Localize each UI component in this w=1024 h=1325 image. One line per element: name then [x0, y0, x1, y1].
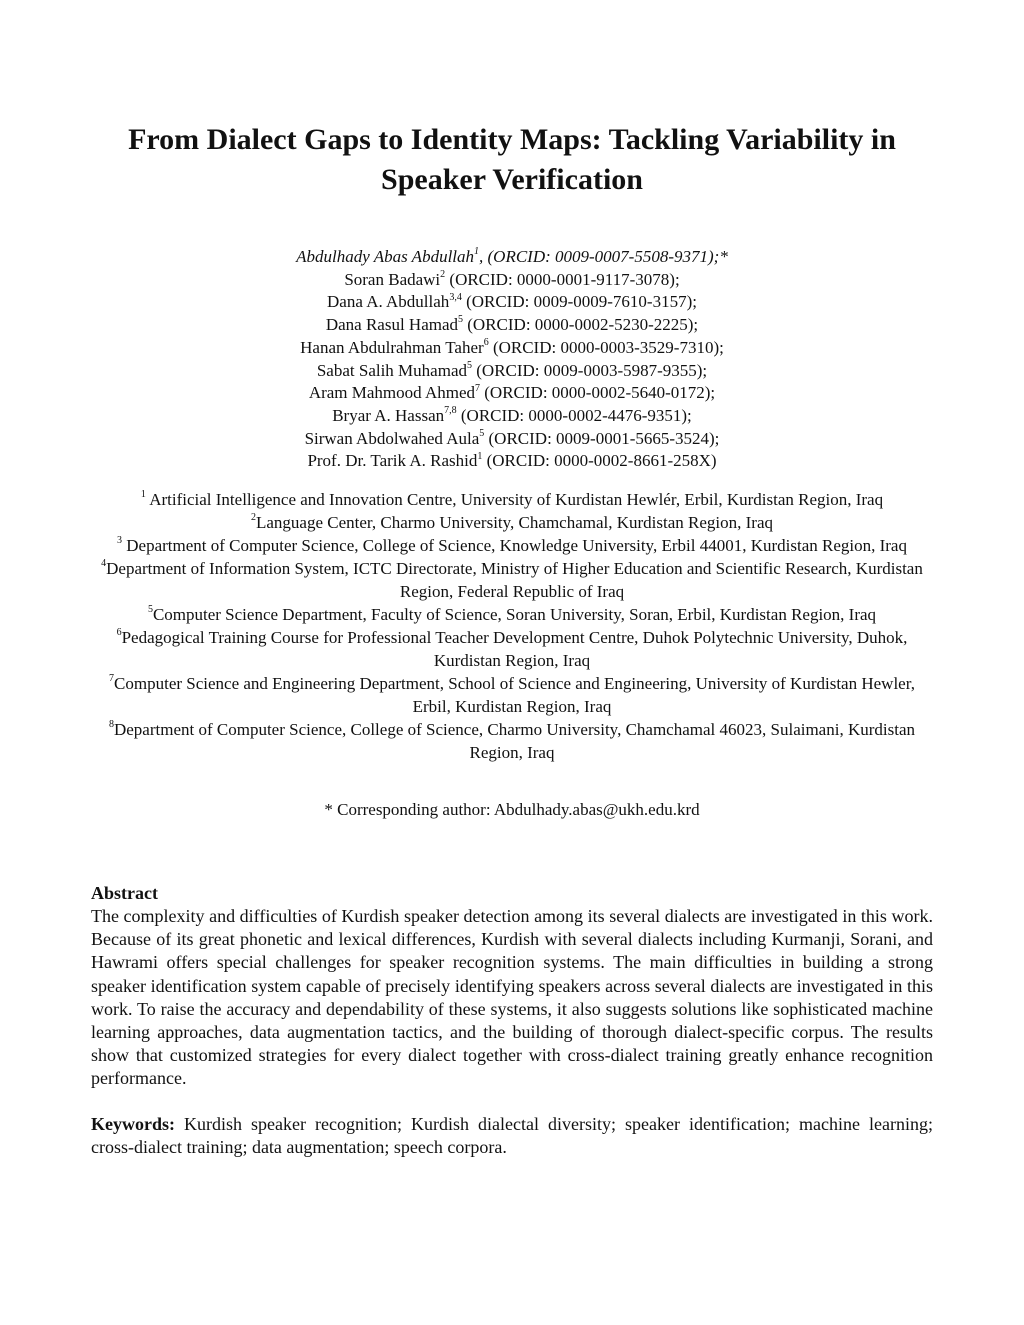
- author-affiliation-mark: 7,8: [444, 405, 457, 417]
- affiliation-number: 4: [101, 558, 107, 570]
- affiliation-text: Artificial Intelligence and Innovation Centre, University of Kurdistan Hewlér, Erbil, Kurdistan Region, Iraq: [145, 490, 884, 509]
- author-name: Soran Badawi: [344, 269, 441, 289]
- affiliation: [88, 511, 936, 534]
- author-orcid: (ORCID: 0000-0002-8661-258X): [482, 451, 717, 471]
- affiliation: [88, 488, 936, 511]
- affiliation-number: 1: [140, 489, 146, 501]
- affiliation: [88, 626, 936, 672]
- author-name: Dana Rasul Hamad: [325, 315, 459, 335]
- author-line: [100, 246, 924, 269]
- author-name: Sirwan Abdolwahed Aula: [304, 428, 480, 448]
- author-affiliation-mark: 5: [467, 359, 472, 371]
- affiliation: [88, 672, 936, 718]
- author-affiliation-mark: 6: [483, 337, 489, 349]
- author-name: Bryar A. Hassan: [332, 405, 445, 425]
- author-line: [100, 337, 924, 360]
- author-affiliation-mark: 1: [477, 450, 483, 462]
- paper-title: From Dialect Gaps to Identity Maps: Tackling Variability in Speaker Verification: [128, 123, 896, 196]
- author-line: [100, 360, 924, 383]
- author-affiliation-mark: 7: [475, 382, 481, 394]
- author-orcid: (ORCID: 0009-0009-7610-3157);: [461, 292, 697, 312]
- author-line: [100, 450, 924, 473]
- affiliation-number: 3: [117, 535, 123, 547]
- affiliation-text: Pedagogical Training Course for Professional Teacher Development Centre, Duhok Polytechnic University, Duhok, Kurdistan Region, Iraq: [121, 628, 908, 670]
- author-affiliation-mark: 5: [479, 427, 485, 439]
- affiliation: [88, 534, 936, 557]
- abstract-heading: Abstract: [91, 883, 158, 903]
- affiliation-number: 6: [116, 627, 122, 639]
- author-affiliation-mark: 2: [440, 269, 446, 281]
- author-orcid: (ORCID: 0000-0002-5640-0172);: [480, 383, 716, 403]
- affiliation-number: 8: [108, 719, 114, 731]
- keywords-label: Keywords:: [91, 1114, 175, 1134]
- author-line: [100, 428, 924, 451]
- author-affiliation-mark: 1: [474, 246, 480, 258]
- affiliation-number: 7: [109, 673, 115, 685]
- author-line: [100, 269, 924, 292]
- author-orcid: (ORCID: 0000-0002-5230-2225);: [463, 315, 699, 335]
- affiliation: [88, 557, 936, 603]
- author-orcid: (ORCID: 0009-0001-5665-3524);: [484, 428, 720, 448]
- author-line: [100, 405, 924, 428]
- author-name: Aram Mahmood Ahmed: [308, 383, 476, 403]
- affiliation-text: Department of Computer Science, College of Science, Knowledge University, Erbil 44001, Kurdistan Region, Iraq: [122, 536, 907, 555]
- author-orcid: (ORCID: 0009-0003-5987-9355);: [472, 360, 708, 380]
- author-name: Prof. Dr. Tarik A. Rashid: [307, 451, 478, 471]
- affiliation-text: Computer Science and Engineering Department, School of Science and Engineering, University of Kurdistan Hewler, Erbil, Kurdistan Region, Iraq: [114, 674, 915, 716]
- author-name: Dana A. Abdullah: [327, 292, 450, 312]
- affiliation-text: Department of Computer Science, College of Science, Charmo University, Chamchamal 46023, Sulaimani, Kurdistan Region, Iraq: [113, 720, 915, 762]
- author-line: [100, 382, 924, 405]
- author-orcid: (ORCID: 0000-0001-9117-3078);: [445, 269, 680, 289]
- author-name: Hanan Abdulrahman Taher: [300, 337, 484, 357]
- author-affiliation-mark: 5: [458, 314, 464, 326]
- author-line: [100, 314, 924, 337]
- author-orcid: , (ORCID: 0009-0007-5508-9371);*: [479, 247, 728, 266]
- author-name: Sabat Salih Muhamad: [316, 360, 467, 380]
- affiliation-text: Computer Science Department, Faculty of Science, Soran University, Soran, Erbil, Kurdistan Region, Iraq: [152, 605, 877, 624]
- affiliation-text: Department of Information System, ICTC Directorate, Ministry of Higher Education and Scientific Research, Kurdistan Region, Federal Republic of Iraq: [106, 559, 923, 601]
- affiliation-text: Language Center, Charmo University, Chamchamal, Kurdistan Region, Iraq: [255, 513, 774, 532]
- affiliation-list: [88, 488, 936, 764]
- author-orcid: (ORCID: 0000-0003-3529-7310);: [488, 337, 724, 357]
- corresponding-author: * Corresponding author: Abdulhady.abas@ukh.edu.krd: [324, 800, 700, 819]
- author-affiliation-mark: 3,4: [449, 291, 462, 303]
- affiliation-number: 2: [250, 512, 256, 524]
- keywords-text: Kurdish speaker recognition; Kurdish dialectal diversity; speaker identification; machine learning; cross-dialect training; data augmentation; speech corpora.: [91, 1114, 933, 1158]
- author-name: Abdulhady Abas Abdullah: [296, 247, 475, 266]
- author-orcid: (ORCID: 0000-0002-4476-9351);: [456, 405, 692, 425]
- keywords: [91, 1113, 933, 1159]
- author-line: [100, 291, 924, 314]
- abstract-body: The complexity and difficulties of Kurdish speaker detection among its several dialects are investigated in this work. Because of its great phonetic and lexical differences, Kurdish with several dialects including Kurmanji, Sorani, and Hawrami offers special challenges for speaker recognition systems. The main difficulties in building a strong speaker identification system capable of precisely identifying speakers across several dialects are investigated in this work. To raise the accuracy and dependability of these systems, it also suggests solutions like sophisticated machine learning approaches, data augmentation tactics, and the building of thorough dialect-specific corpus. The results show that customized strategies for every dialect together with cross-dialect training greatly enhance recognition performance.: [91, 906, 933, 1089]
- affiliation: [88, 718, 936, 764]
- affiliation: [88, 603, 936, 626]
- author-list: [100, 246, 924, 473]
- affiliation-number: 5: [147, 604, 153, 616]
